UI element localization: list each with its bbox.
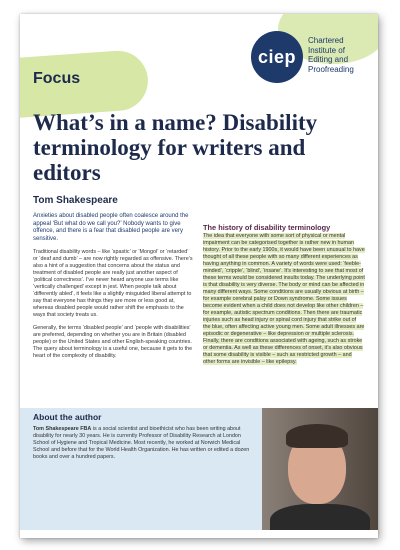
article-title: What’s in a name? Disability terminology for writers and editors [33, 110, 318, 185]
body-paragraph: Generally, the terms ‘disabled people’ and ‘people with disabilities’ are preferred, depending on whether you are in Britain (disabled people) or the United States and other English-speaking countries. The query about terminology is a useful one, because it gets to the heart of the complexity of disability. [33, 325, 193, 360]
section-heading: The history of disability terminology [203, 223, 331, 232]
logo-line: Institute of [308, 45, 345, 55]
highlighted-text: The idea that everyone with some sort of physical or mental impairment can be categorised together is rather new in human history. Prior to the early 1900s, it would have been unusual to have thought of all these people with so many different experiences as having anything in common. A variety of words were used: ‘feeble-minded’, ‘cripple’, ‘blind’, ‘insane’. It’s interesting to see that most of these terms would be considered insults today. The underlying point is that disability is very diverse. The body or mind can be affected in many different ways. Some conditions are usually obvious at birth – for example cerebral palsy or Down syndrome. Some issues become evident when a child does not develop like other children – for example, autistic spectrum conditions. Then there are traumatic injuries such as head injury or spinal cord injury that strike out of the blue, often affecting active young men. Some adult illnesses are episodic or degenerative – like depression or multiple sclerosis. Finally, there are conditions associated with ageing, such as stroke or dementia. As well as these differences of onset, it’s also obvious that some disability is visible – such as restricted growth – and other forms are invisible – like epilepsy. [203, 233, 365, 365]
body-paragraph [203, 233, 365, 366]
left-column [33, 213, 193, 366]
document-page [20, 14, 378, 538]
ciep-logo [251, 31, 303, 83]
article-author: Tom Shakespeare [33, 195, 118, 206]
right-column [203, 224, 365, 366]
logo-mark: ciep [257, 46, 297, 67]
logo-line: Proofreading [308, 64, 354, 74]
section-label: Focus [33, 70, 81, 87]
author-name: Tom Shakespeare FBA [33, 426, 92, 432]
intro-paragraph: Anxieties about disabled people often coalesce around the appeal ‘But what do we call you?’ Nobody wants to give offence, and there is a fear that disabled people are very sensitive. [33, 213, 189, 242]
body-paragraph: Traditional disability words – like ‘spastic’ or ‘Mongol’ or ‘retarded’ or ‘deaf and dumb’ – are now rightly regarded as offensive. There’s also a hint of a suggestion that concerns about the status and treatment of disabled people are really just another aspect of ‘political correctness’. I’ve never heard anyone use terms like ‘vertically challenged’ except in jest. When people talk about ‘differently abled’, it feels like a slightly misguided liberal attempt to say that everyone has things they are more or less good at, whereas disabled people would rather shift the emphasis to the ways that society treats us. [33, 249, 193, 319]
author-bio: is a social scientist and bioethicist who has been writing about disability for nearly 30 years. He is currently Professor of Disability Research at London School of Hygiene and Tropical Medicine. Most recently, he worked at Norwich Medical School and before that for the World Health Organization. He has written or edited a dozen books and over a hundred papers. [33, 426, 250, 460]
logo-line: Editing and [308, 55, 349, 64]
author-photo [262, 408, 378, 530]
about-heading: About the author [33, 412, 102, 422]
logo-line: Chartered [308, 36, 344, 45]
organization-name [308, 36, 354, 74]
about-author-box [20, 408, 378, 530]
about-body [33, 426, 253, 461]
